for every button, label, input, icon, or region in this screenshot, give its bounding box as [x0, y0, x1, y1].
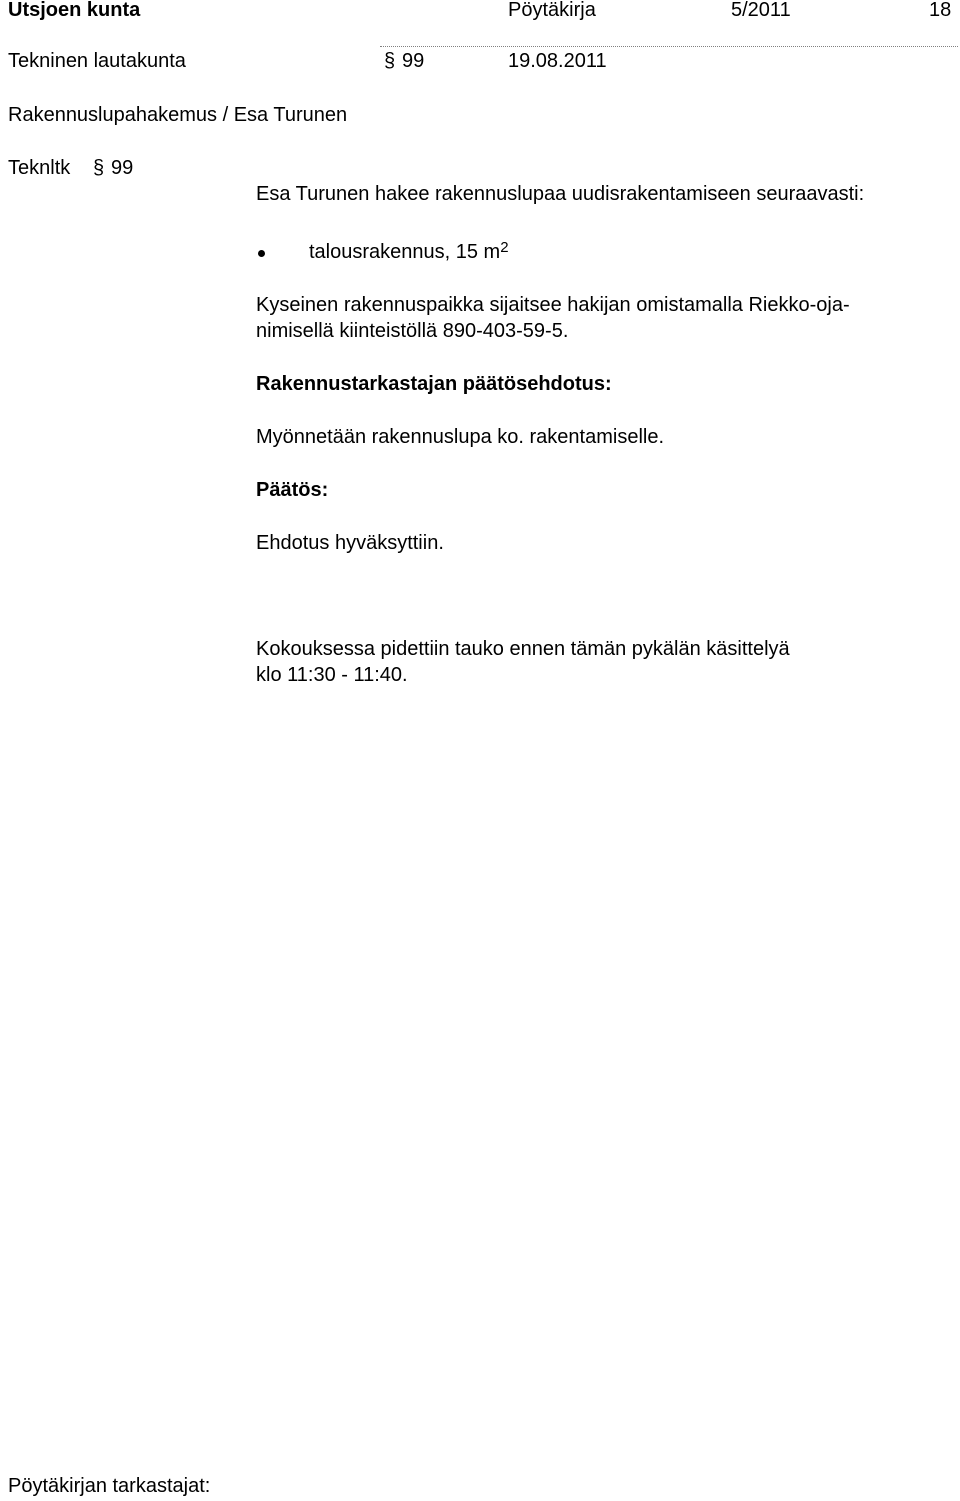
- bullet-item: [309, 239, 509, 263]
- reference-section-number: 99: [111, 157, 134, 179]
- reference-body: Teknltk: [8, 157, 71, 179]
- location-line-2: nimisellä kiinteistöllä 890-403-59-5.: [256, 320, 569, 342]
- decision-heading: Päätös:: [256, 479, 329, 501]
- board-name: Tekninen lautakunta: [8, 50, 186, 72]
- reference-section-symbol: §: [93, 157, 105, 179]
- proposal-text: Myönnetään rakennuslupa ko. rakentamiselle.: [256, 426, 665, 448]
- note-line-1: Kokouksessa pidettiin tauko ennen tämän pykälän käsittelyä: [256, 638, 790, 660]
- intro-text: Esa Turunen hakee rakennuslupaa uudisrakentamiseen seuraavasti:: [256, 183, 865, 205]
- section-number: 99: [402, 50, 425, 72]
- reviewers-label: Pöytäkirjan tarkastajat:: [8, 1475, 211, 1497]
- subject-title: Rakennuslupahakemus / Esa Turunen: [8, 104, 348, 126]
- bullet-item-text: talousrakennus, 15 m: [309, 241, 501, 263]
- municipality-name: Utsjoen kunta: [8, 0, 141, 21]
- bullet-item-superscript: 2: [500, 239, 509, 256]
- section-symbol: §: [384, 50, 396, 72]
- bullet-icon: [258, 250, 265, 257]
- proposal-heading: Rakennustarkastajan päätösehdotus:: [256, 373, 612, 395]
- issue-number: 5/2011: [731, 0, 791, 21]
- decision-text: Ehdotus hyväksyttiin.: [256, 532, 444, 554]
- page-number: 18: [929, 0, 952, 21]
- location-line-1: Kyseinen rakennuspaikka sijaitsee hakijan omistamalla Riekko-oja-: [256, 294, 850, 316]
- header-divider: [380, 46, 958, 47]
- meeting-date: 19.08.2011: [508, 50, 607, 72]
- document-type: Pöytäkirja: [508, 0, 596, 21]
- note-line-2: klo 11:30 - 11:40.: [256, 664, 408, 686]
